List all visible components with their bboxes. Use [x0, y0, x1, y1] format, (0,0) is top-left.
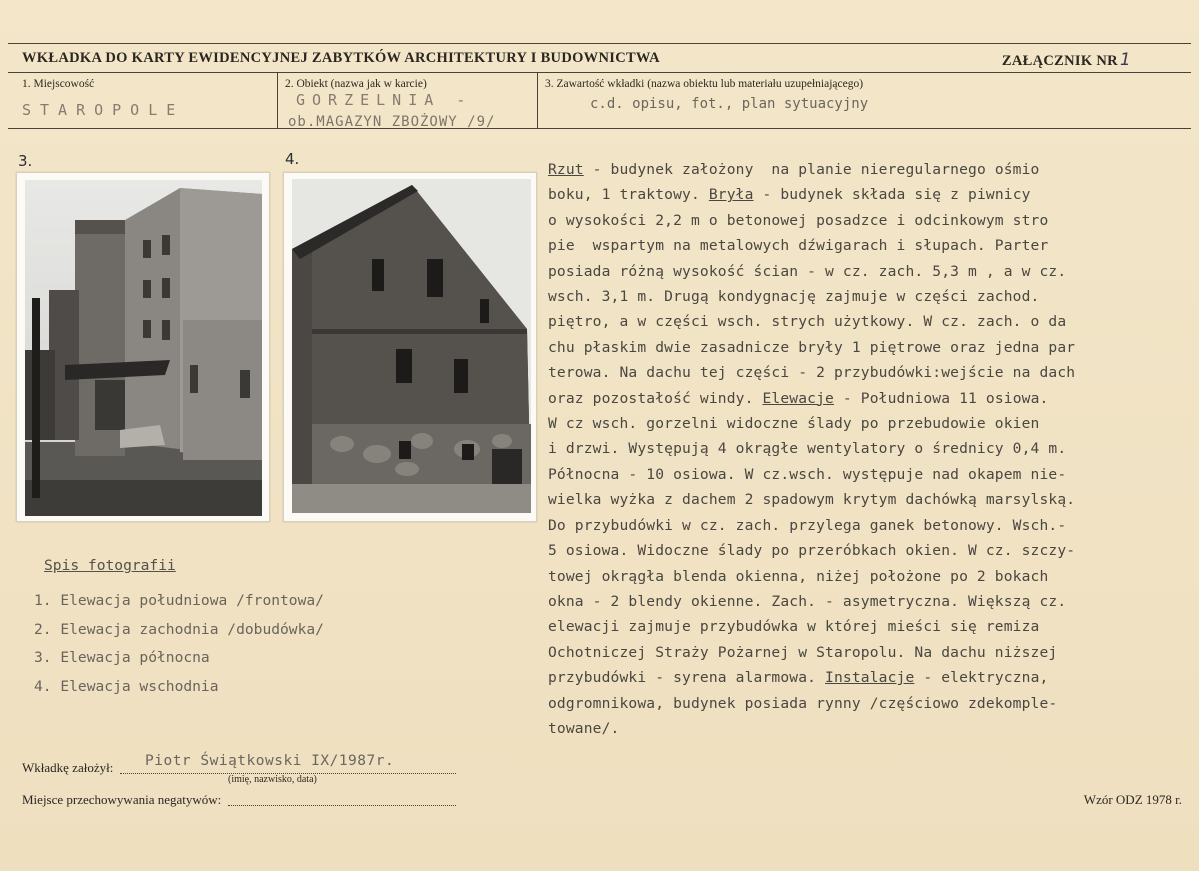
attachment-label: ZAŁĄCZNIK NR	[1001, 53, 1118, 69]
contents-label: 3. Zawartość wkładki (nazwa obiektu lub materiału uzupełniającego)	[545, 78, 864, 90]
description-line	[548, 640, 1188, 665]
negatives-dotted-line	[228, 805, 456, 806]
photo-number-3: 3.	[18, 152, 33, 170]
description-segment: terowa. Na dachu tej części - 2 przybudówki:wejście na dach	[548, 364, 1076, 382]
photo-list-item: 2. Elewacja zachodnia /dobudówka/	[34, 620, 324, 638]
object-value-line2: ob.MAGAZYN ZBOŻOWY /9/	[288, 114, 496, 130]
fields-top-rule	[8, 72, 1191, 73]
description-segment: - Południowa 11 osiowa.	[833, 389, 1049, 407]
photo-east-elevation	[283, 172, 537, 522]
photo-list	[34, 592, 324, 707]
description-segment: posiada różną wysokość ścian - w cz. zach. 5,3 m , a w cz.	[548, 262, 1067, 280]
description-segment: W cz wsch. gorzelni widoczne ślady po przebudowie okien	[548, 415, 1040, 433]
description-line	[548, 309, 1188, 334]
description-segment: towej okrągła blenda okienna, niżej położone po 2 bokach	[548, 567, 1049, 585]
description-segment: boku, 1 traktowy.	[548, 186, 709, 204]
created-by-value: Piotr Świątkowski IX/1987r.	[145, 753, 395, 769]
description-segment: Ochotniczej Straży Pożarnej w Staropolu. Na dachu niższej	[548, 643, 1058, 661]
description-line	[548, 614, 1188, 639]
top-rule	[8, 43, 1191, 44]
description-segment: i drzwi. Występują 4 okrągłe wentylatory o średnicy 0,4 m.	[548, 440, 1067, 458]
description-line	[548, 564, 1188, 589]
description-segment: - budynek składa się z piwnicy	[753, 186, 1031, 204]
field-divider-2	[537, 72, 538, 128]
created-by-label: Wkładkę założył:	[22, 760, 114, 775]
description-line	[548, 513, 1188, 538]
card-title: WKŁADKA DO KARTY EWIDENCYJNEJ ZABYTKÓW ARCHITEKTURY I BUDOWNICTWA	[22, 50, 660, 66]
description-segment: - elektryczna,	[914, 669, 1049, 687]
description-segment: Północna - 10 osiowa. W cz.wsch. występuje nad okapem nie-	[548, 465, 1067, 483]
description-line	[548, 487, 1188, 512]
locality-label: 1. Miejscowość	[22, 78, 95, 90]
description-segment: - budynek założony na planie nieregularnego ośmio	[583, 161, 1040, 178]
photo-list-title: Spis fotografii	[44, 557, 176, 574]
description-segment: Do przybudówki w cz. zach. przylega ganek betonowy. Wsch.-	[548, 516, 1067, 534]
description-segment: chu płaskim dwie zasadnicze bryły 1 piętrowe oraz jedna par	[548, 338, 1076, 356]
description-line	[548, 335, 1188, 360]
locality-value: STAROPOLE	[22, 101, 185, 119]
description-line	[548, 411, 1188, 436]
photo-list-item: 4. Elewacja wschodnia	[34, 678, 219, 696]
attachment-number	[1002, 50, 1131, 70]
description-line	[548, 691, 1188, 716]
created-by-hint: (imię, nazwisko, data)	[228, 774, 317, 785]
description-line	[548, 360, 1188, 385]
form-model: Wzór ODZ 1978 r.	[1083, 792, 1182, 807]
description-line	[548, 716, 1188, 741]
building-photo-3	[25, 180, 262, 516]
description-segment: 5 osiowa. Widoczne ślady po przeróbkach okien. W cz. szczy-	[548, 542, 1076, 560]
description-segment: wsch. 3,1 m. Drugą kondygnację zajmuje w części zachod.	[548, 288, 1040, 306]
photo-number-4: 4.	[285, 150, 300, 168]
fields-bottom-rule	[8, 128, 1191, 129]
description-segment: towane/.	[548, 719, 620, 737]
attachment-number-value: 1	[1119, 50, 1131, 70]
description-segment: wielka wyżka z dachem 2 spadowym krytym dachówką marsylską.	[548, 491, 1076, 509]
object-value-line1: GORZELNIA -	[296, 91, 473, 109]
description-segment: oraz pozostałość windy.	[548, 389, 763, 407]
description-line	[548, 157, 1188, 182]
building-photo-4	[292, 179, 531, 513]
contents-value: c.d. opisu, fot., plan sytuacyjny	[590, 96, 869, 112]
section-heading: Instalacje	[825, 669, 915, 687]
description-line	[548, 462, 1188, 487]
object-label: 2. Obiekt (nazwa jak w karcie)	[285, 78, 427, 90]
description-line	[548, 208, 1188, 233]
description-line	[548, 436, 1188, 461]
description-segment: elewacji zajmuje przybudówka w której mieści się remiza	[548, 618, 1040, 636]
field-divider-1	[277, 72, 278, 128]
description-line	[548, 386, 1188, 411]
description-segment: piętro, a w części wsch. strych użytkowy. W cz. zach. o da	[548, 313, 1067, 331]
description-segment: pie wspartym na metalowych dźwigarach i słupach. Parter	[548, 237, 1049, 255]
description-segment: o wysokości 2,2 m o betonowej posadzce i odcinkowym stro	[548, 211, 1049, 229]
photo-list-item: 3. Elewacja północna	[34, 649, 210, 667]
section-heading: Elewacje	[762, 389, 834, 407]
photo-north-elevation	[16, 172, 270, 522]
description-segment: odgromnikowa, budynek posiada rynny /częściowo zdekomple-	[548, 694, 1058, 712]
description-text	[548, 157, 1188, 741]
negatives-label: Miejsce przechowywania negatywów:	[22, 792, 222, 807]
description-line	[548, 284, 1188, 309]
description-line	[548, 259, 1188, 284]
section-heading: Bryła	[708, 186, 754, 204]
description-line	[548, 665, 1188, 690]
description-line	[548, 233, 1188, 258]
photo-list-item: 1. Elewacja południowa /frontowa/	[34, 592, 324, 609]
description-line	[548, 589, 1188, 614]
description-segment: przybudówki - syrena alarmowa.	[548, 669, 826, 687]
description-line	[548, 182, 1188, 207]
section-heading: Rzut	[548, 161, 584, 178]
description-segment: okna - 2 blendy okienne. Zach. - asymetryczna. Większą cz.	[548, 592, 1067, 610]
description-line	[548, 538, 1188, 563]
